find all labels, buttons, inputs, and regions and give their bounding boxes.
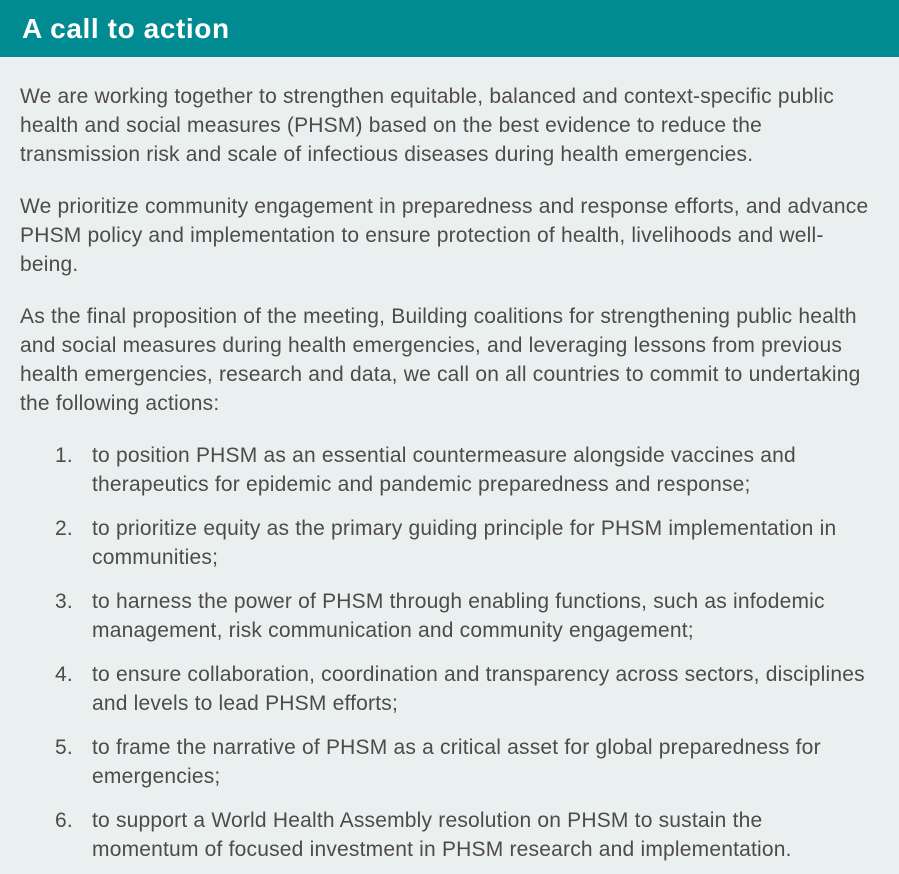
list-item-text: to position PHSM as an essential countermeasure alongside vaccines and therapeutics for epidemic and pandemic preparedness and response; [92,444,796,496]
section-header [0,0,899,57]
list-item-text: to frame the narrative of PHSM as a critical asset for global preparedness for emergencies; [92,736,821,788]
list-item [20,514,873,572]
list-item-number: 4. [55,663,73,686]
list-item-text: to support a World Health Assembly resolution on PHSM to sustain the momentum of focused investment in PHSM research and implementation. [92,809,792,861]
list-item-text: to ensure collaboration, coordination and transparency across sectors, disciplines and levels to lead PHSM efforts; [92,663,865,715]
list-item [20,441,873,499]
list-item-number: 1. [55,444,73,467]
list-item-number: 6. [55,809,73,832]
list-item [20,660,873,718]
list-item [20,806,873,864]
list-item-text: to prioritize equity as the primary guiding principle for PHSM implementation in communities; [92,517,837,569]
section-title: A call to action [22,12,230,44]
list-item-text: to harness the power of PHSM through enabling functions, such as infodemic management, risk communication and community engagement; [92,590,825,642]
list-item-number: 2. [55,517,73,540]
list-item [20,587,873,645]
list-item-number: 3. [55,590,73,613]
paragraph-intro: We are working together to strengthen equitable, balanced and context-specific public health and social measures (PHSM) based on the best evidence to reduce the transmission risk and scale of infectious diseases during health emergencies. [20,85,834,166]
list-item [20,733,873,791]
action-list [20,441,873,864]
list-item-number: 5. [55,736,73,759]
paragraph-priorities: We prioritize community engagement in preparedness and response efforts, and advance PHSM policy and implementation to ensure protection of health, livelihoods and well-being. [20,195,869,276]
paragraph-proposition: As the final proposition of the meeting, Building coalitions for strengthening public health and social measures during health emergencies, and leveraging lessons from previous health emergencies, research and data, we call on all countries to commit to undertaking the following actions: [20,305,861,415]
content-area [0,57,899,864]
